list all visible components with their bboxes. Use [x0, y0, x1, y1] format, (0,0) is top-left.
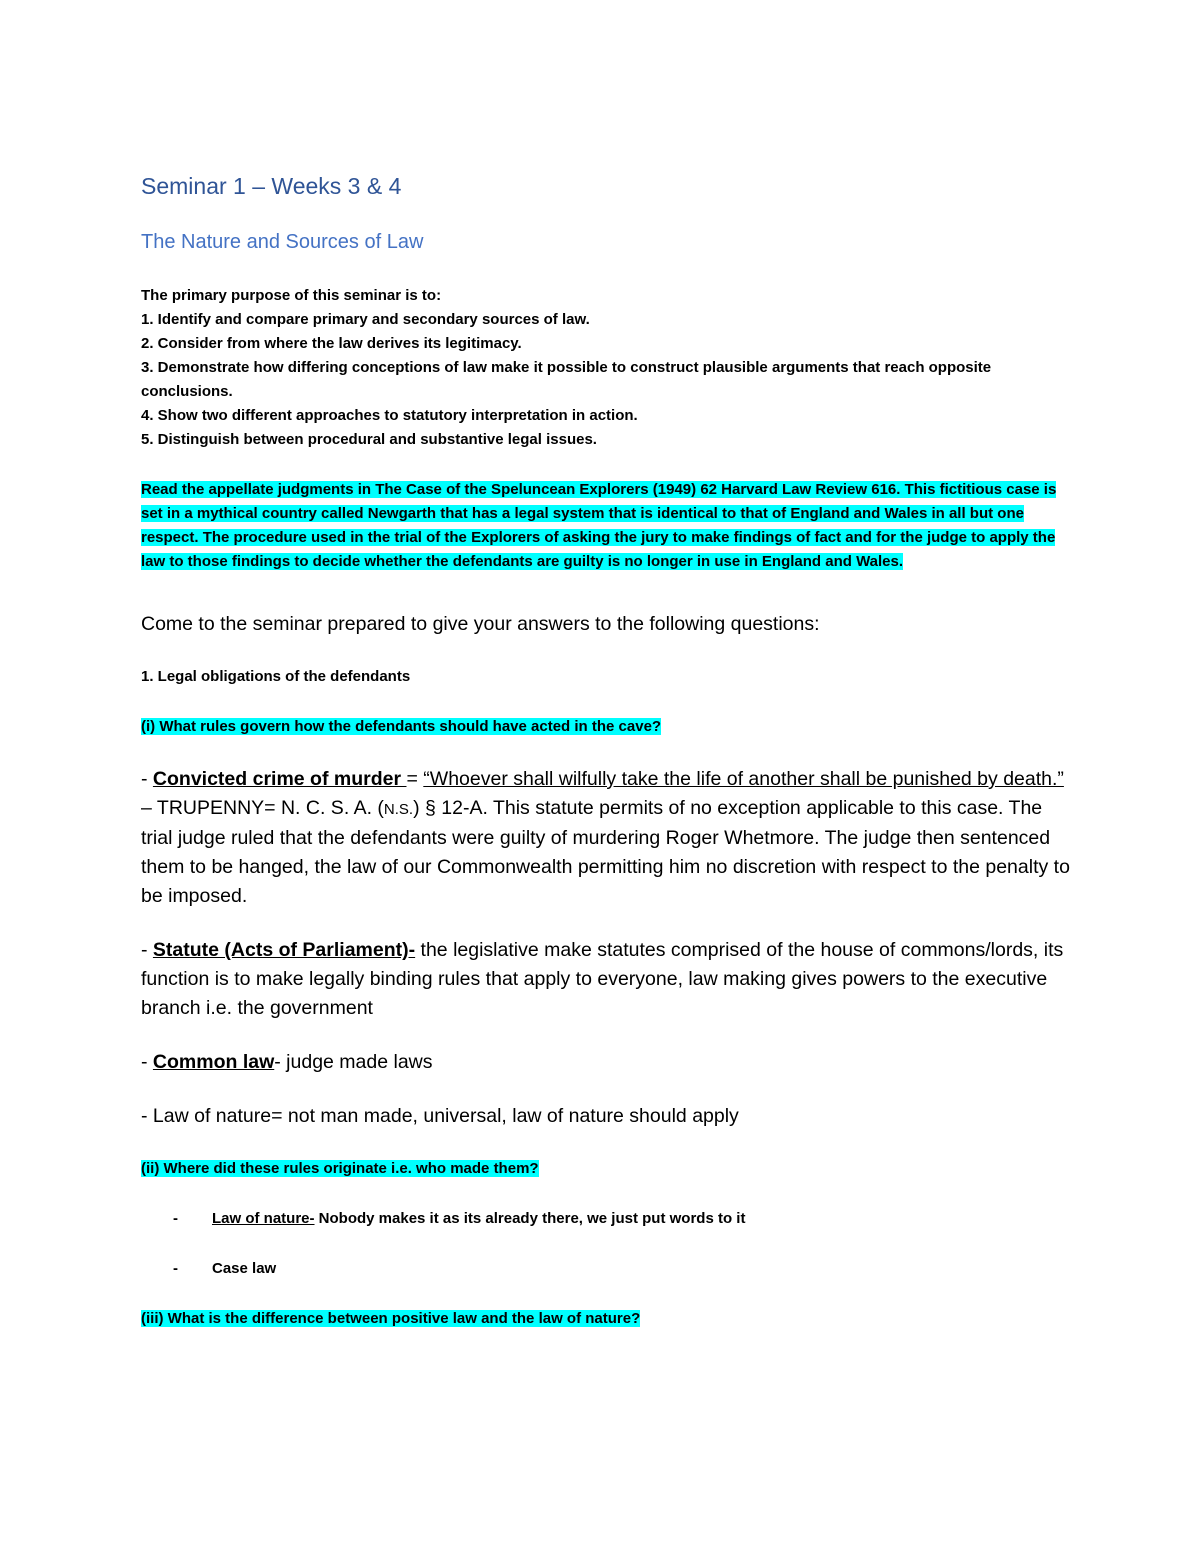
purpose-list — [141, 284, 1071, 452]
citation-ns: N.S. — [383, 801, 414, 818]
intro-highlight: Read the appellate judgments in The Case of the Speluncean Explorers (1949) 62 Harvard Law Review 616. This fictitious case is set in a mythical country called Newgarth that has a legal system that is identical to that of England and Wales in all but one respect. The procedure used in the trial of the Explorers of asking the jury to make findings of fact and for the judge to apply the law to those findings to decide whether the defendants are guilty is no longer in use in England and Wales. — [141, 481, 1057, 570]
common-law-term: Common law — [152, 1051, 275, 1073]
question-ii-highlight: (ii) Where did these rules originate i.e. who made them? — [141, 1160, 539, 1177]
answer-bullet-list — [141, 1207, 1071, 1281]
purpose-item: 3. Demonstrate how differing conceptions of law make it possible to construct plausible arguments that reach opposite conclusions. — [141, 359, 992, 400]
intro-paragraph — [141, 478, 1071, 574]
question-iii — [141, 1307, 1071, 1331]
equals-sign: = — [406, 768, 424, 790]
purpose-item: 4. Show two different approaches to statutory interpretation in action. — [141, 407, 638, 424]
question-i — [141, 715, 1071, 739]
citation-start: – TRUPENNY= N. C. S. A. ( — [141, 797, 384, 819]
statute-quote: “Whoever shall wilfully take the life of another shall be punished by death.” — [423, 768, 1064, 790]
common-law-paragraph — [141, 1048, 1071, 1077]
dash-marker: - — [141, 768, 153, 790]
purpose-item: 5. Distinguish between procedural and substantive legal issues. — [141, 431, 597, 448]
bullet-text: Nobody makes it as its already there, we just put words to it — [314, 1210, 746, 1227]
convicted-term: Convicted crime of murder — [152, 768, 407, 790]
dash-marker: - — [141, 939, 153, 961]
statute-term: Statute (Acts of Parliament)- — [152, 939, 416, 961]
section-heading: 1. Legal obligations of the defendants — [141, 668, 411, 685]
purpose-item: 2. Consider from where the law derives its legitimacy. — [141, 335, 522, 352]
bullet-text: Case law — [212, 1260, 277, 1277]
page-title: Seminar 1 – Weeks 3 & 4 — [141, 173, 402, 199]
bullet-dash: - — [173, 1260, 178, 1277]
purpose-item: 1. Identify and compare primary and secondary sources of law. — [141, 311, 590, 328]
statute-rest: the legislative make statutes comprised of the house of commons/lords, its function is to make legally binding rules that apply to everyone, law making gives powers to the executive branch i.e. the government — [141, 939, 1064, 1019]
question-i-highlight: (i) What rules govern how the defendants should have acted in the cave? — [141, 718, 662, 735]
bullet-term: Law of nature- — [212, 1210, 315, 1227]
law-of-nature-paragraph: - Law of nature= not man made, universal, law of nature should apply — [141, 1105, 739, 1127]
dash-marker: - — [141, 1051, 153, 1073]
purpose-lead: The primary purpose of this seminar is to: — [141, 287, 442, 304]
list-item — [141, 1207, 1071, 1231]
convicted-rest: ) § 12-A. This statute permits of no exception applicable to this case. The trial judge ruled that the defendants were guilty of murdering Roger Whetmore. The judge then sentenced them to be hanged, the law of our Commonwealth permitting him no discretion with respect to the penalty to be imposed. — [141, 797, 1070, 907]
question-ii — [141, 1157, 1071, 1181]
convicted-paragraph — [141, 765, 1071, 911]
list-item — [141, 1257, 1071, 1281]
page-subtitle: The Nature and Sources of Law — [141, 231, 424, 253]
bullet-dash: - — [173, 1210, 178, 1227]
question-iii-highlight: (iii) What is the difference between positive law and the law of nature? — [141, 1310, 641, 1327]
common-law-rest: - judge made laws — [274, 1051, 433, 1073]
document-body — [141, 170, 1071, 1331]
statute-paragraph — [141, 936, 1071, 1023]
seminar-prompt: Come to the seminar prepared to give your answers to the following questions: — [141, 613, 820, 635]
